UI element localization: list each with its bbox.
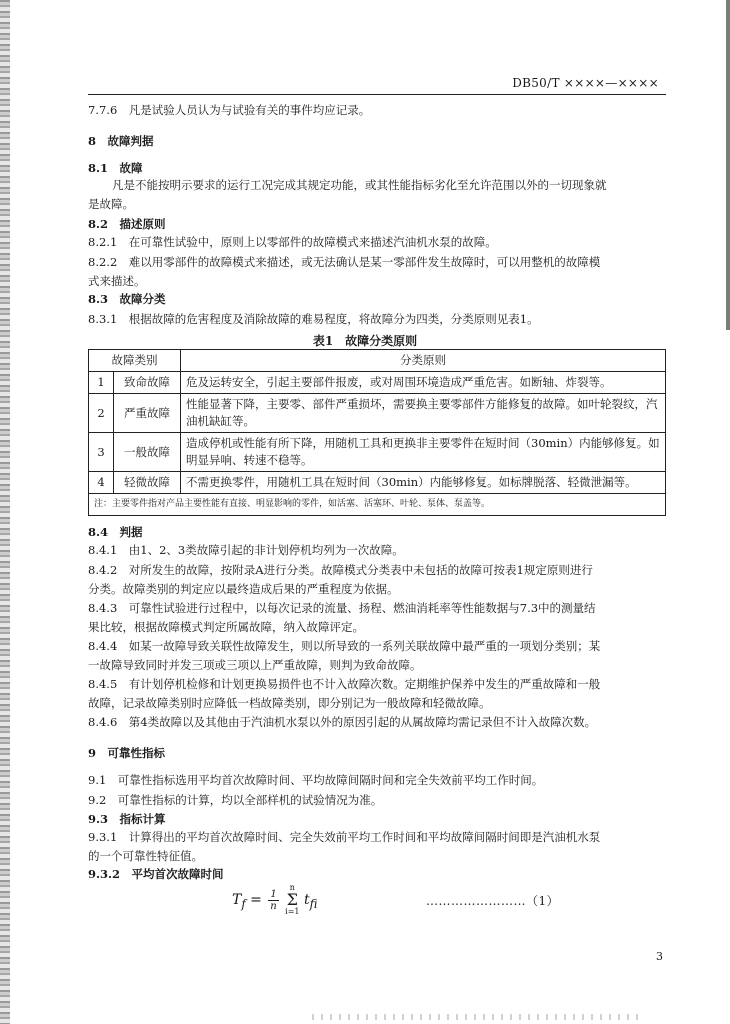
table-caption: 表1 故障分类原则 xyxy=(312,334,418,348)
clause-8-4-3-line1: 8.4.3 可靠性试验进行过程中，以每次记录的流量、扬程、燃油消耗率等性能数据与7.3中的测量结 xyxy=(88,601,596,615)
equation-number: ……………………（1） xyxy=(426,894,560,908)
table-note-row xyxy=(89,494,666,516)
sigma-icon: Σ xyxy=(286,890,298,909)
clause-8-4-2-line2: 分类。故障类别的判定应以最终造成后果的严重程度为依据。 xyxy=(88,582,399,596)
clause-8-4-5-line2: 故障，记录故障类别时应降低一档故障类别，即分别记为一般故障和轻微故障。 xyxy=(88,696,491,710)
sum-upper-limit: n xyxy=(289,883,295,892)
fault-type: 一般故障 xyxy=(114,433,181,472)
table-note: 注：主要零件指对产品主要性能有直接、明显影响的零件，如活塞、活塞环、叶轮、泵体、泵盖等。 xyxy=(89,494,666,516)
clause-8-4-1: 8.4.1 由1、2、3类故障引起的非计划停机均列为一次故障。 xyxy=(88,543,404,557)
fault-rule: 危及运转安全，引起主要部件报废，或对周围环境造成严重危害。如断轴、炸裂等。 xyxy=(181,372,666,394)
formula-lhs: T xyxy=(232,892,242,908)
section-8-heading: 8 故障判据 xyxy=(88,134,154,148)
row-number: 4 xyxy=(89,472,114,494)
table-row xyxy=(89,433,666,472)
section-8-4-heading: 8.4 判据 xyxy=(88,525,143,539)
fraction-numerator: 1 xyxy=(270,888,277,900)
table-row xyxy=(89,394,666,433)
row-number: 3 xyxy=(89,433,114,472)
fault-rule: 不需更换零件，用随机工具在短时间（30min）内能够修复。如标牌脱落、轻微泄漏等。 xyxy=(181,472,666,494)
clause-8-4-2-line1: 8.4.2 对所发生的故障，按附录A进行分类。故障模式分类表中未包括的故障可按表1规定原则进行 xyxy=(88,563,593,577)
formula-term-subscript: fi xyxy=(309,896,318,911)
page-number: 3 xyxy=(656,950,663,963)
clause-9-1: 9.1 可靠性指标选用平均首次故障时间、平均故障间隔时间和完全失效前平均工作时间。 xyxy=(88,773,544,787)
formula-1: $T_f$ = $\frac{1}{n}$ n Σ i=1 $t_{fi}$ xyxy=(232,883,318,916)
standard-code: DB50/T ××××—×××× xyxy=(512,76,659,90)
sum-lower-limit: i=1 xyxy=(285,907,300,916)
fraction-denominator: n xyxy=(270,900,277,912)
formula-fraction xyxy=(268,889,278,912)
clause-8-4-6: 8.4.6 第4类故障以及其他由于汽油机水泵以外的原因引起的从属故障均需记录但不计入故障次数。 xyxy=(88,715,597,729)
formula-lhs-subscript: f xyxy=(241,896,246,911)
section-9-heading: 9 可靠性指标 xyxy=(88,746,166,760)
clause-8-4-3-line2: 果比较，根据故障模式判定所属故障，纳入故障评定。 xyxy=(88,620,364,634)
clause-8-1-line1: 凡是不能按明示要求的运行工况完成其规定功能，或其性能指标劣化至允许范围以外的一切现象就 xyxy=(112,178,607,192)
summation-sign xyxy=(285,884,299,916)
scan-noise xyxy=(312,1014,642,1020)
fault-rule: 性能显著下降，主要零、部件严重损坏，需要换主要零部件方能修复的故障。如叶轮裂纹，汽油机缺缸等。 xyxy=(181,394,666,433)
clause-8-3-1: 8.3.1 根据故障的危害程度及消除故障的难易程度，将故障分为四类，分类原则见表1。 xyxy=(88,312,539,326)
fault-rule: 造成停机或性能有所下降，用随机工具和更换非主要零件在短时间（30min）内能够修复。如明显异响、转速不稳等。 xyxy=(181,433,666,472)
section-8-2-heading: 8.2 描述原则 xyxy=(88,217,166,231)
table-row xyxy=(89,372,666,394)
fault-type: 轻微故障 xyxy=(114,472,181,494)
fault-classification-table xyxy=(88,349,666,516)
clause-8-4-5-line1: 8.4.5 有计划停机检修和计划更换易损件也不计入故障次数。定期维护保养中发生的严重故障和一般 xyxy=(88,677,601,691)
fault-type: 严重故障 xyxy=(114,394,181,433)
clause-7-7-6: 7.7.6 凡是试验人员认为与试验有关的事件均应记录。 xyxy=(88,103,371,117)
section-8-1-heading: 8.1 故障 xyxy=(88,161,143,175)
scan-edge xyxy=(0,0,10,1024)
scan-right-mark xyxy=(726,0,730,330)
table-header-row xyxy=(89,350,666,372)
header-fault-type: 故障类别 xyxy=(89,350,181,372)
clause-8-2-2-line1: 8.2.2 难以用零部件的故障模式来描述，或无法确认是某一零部件发生故障时，可以用整机的故障模 xyxy=(88,255,601,269)
section-9-3-heading: 9.3 指标计算 xyxy=(88,812,166,826)
clause-9-2: 9.2 可靠性指标的计算，均以全部样机的试验情况为准。 xyxy=(88,793,383,807)
clause-8-4-4-line2: 一故障导致同时并发三项或三项以上严重故障，则判为致命故障。 xyxy=(88,658,422,672)
clause-8-4-4-line1: 8.4.4 如某一故障导致关联性故障发生，则以所导致的一系列关联故障中最严重的一项划分类别；某 xyxy=(88,639,601,653)
clause-9-3-1-line2: 的一个可靠性特征值。 xyxy=(88,849,203,863)
table-row xyxy=(89,472,666,494)
formula-term: t xyxy=(303,892,310,908)
clause-8-2-2-line2: 式来描述。 xyxy=(88,274,146,288)
header-classification-rule: 分类原则 xyxy=(181,350,666,372)
section-8-3-heading: 8.3 故障分类 xyxy=(88,292,166,306)
clause-8-2-1: 8.2.1 在可靠性试验中，原则上以零部件的故障模式来描述汽油机水泵的故障。 xyxy=(88,235,497,249)
header-rule xyxy=(88,94,666,95)
row-number: 1 xyxy=(89,372,114,394)
fault-type: 致命故障 xyxy=(114,372,181,394)
clause-8-1-line2: 是故障。 xyxy=(88,197,134,211)
section-9-3-2-heading: 9.3.2 平均首次故障时间 xyxy=(88,867,224,881)
row-number: 2 xyxy=(89,394,114,433)
clause-9-3-1-line1: 9.3.1 计算得出的平均首次故障时间、完全失效前平均工作时间和平均故障间隔时间即是汽油机水泵 xyxy=(88,830,601,844)
